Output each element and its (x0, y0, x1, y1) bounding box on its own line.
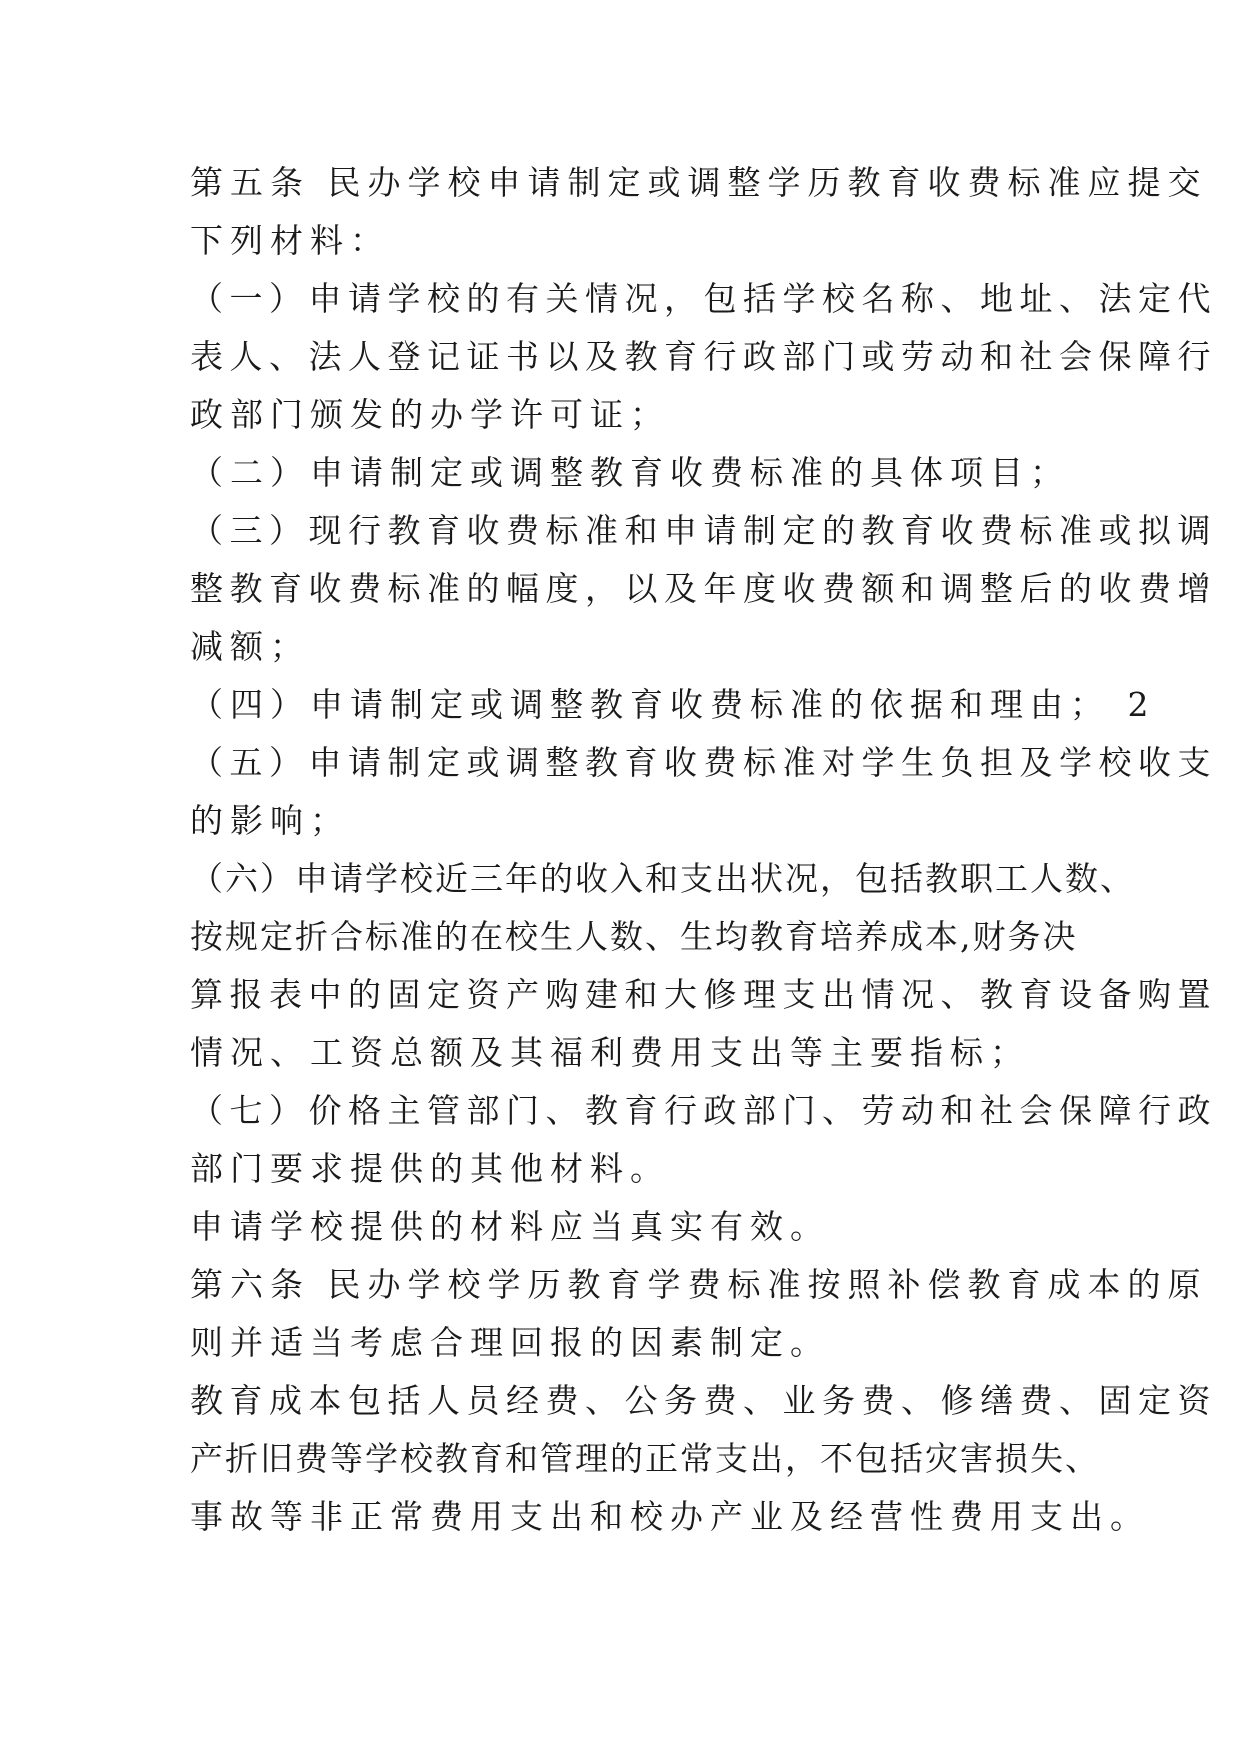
text-line: （三）现行教育收费标准和申请制定的教育收费标准或拟调 (190, 511, 1217, 550)
text-line: （四）申请制定或调整教育收费标准的依据和理由； 2 (190, 685, 1156, 724)
text-line: 教育成本包括人员经费、公务费、业务费、修缮费、固定资 (190, 1381, 1217, 1420)
text-line: 第六条 民办学校学历教育学费标准按照补偿教育成本的原 (190, 1265, 1208, 1304)
text-line: 的影响； (190, 801, 350, 840)
text-line: 下列材料： (190, 221, 390, 260)
text-line: （七）价格主管部门、教育行政部门、劳动和社会保障行政 (190, 1091, 1217, 1130)
text-line: 政部门颁发的办学许可证； (190, 395, 670, 434)
text-line: 产折旧费等学校教育和管理的正常支出，不包括灾害损失、 (190, 1439, 1100, 1478)
text-line: 申请学校提供的材料应当真实有效。 (190, 1207, 830, 1246)
document-body (190, 154, 1217, 1546)
text-line: 减额； (190, 627, 310, 666)
text-line: （五）申请制定或调整教育收费标准对学生负担及学校收支 (190, 743, 1217, 782)
text-line: 第五条 民办学校申请制定或调整学历教育收费标准应提交 (190, 163, 1208, 202)
text-line: 表人、法人登记证书以及教育行政部门或劳动和社会保障行 (190, 337, 1217, 376)
text-line: （二）申请制定或调整教育收费标准的具体项目； (190, 453, 1070, 492)
text-line: 算报表中的固定资产购建和大修理支出情况、教育设备购置 (190, 975, 1217, 1014)
text-line: 情况、工资总额及其福利费用支出等主要指标； (190, 1033, 1030, 1072)
text-line: 则并适当考虑合理回报的因素制定。 (190, 1323, 830, 1362)
text-line: 按规定折合标准的在校生人数、生均教育培养成本,财务决 (190, 917, 1078, 956)
text-line: （一）申请学校的有关情况，包括学校名称、地址、法定代 (190, 279, 1217, 318)
text-line: （六）申请学校近三年的收入和支出状况，包括教职工人数、 (190, 859, 1135, 898)
text-line: 事故等非正常费用支出和校办产业及经营性费用支出。 (190, 1497, 1150, 1536)
text-line: 整教育收费标准的幅度，以及年度收费额和调整后的收费增 (190, 569, 1217, 608)
text-line: 部门要求提供的其他材料。 (190, 1149, 670, 1188)
